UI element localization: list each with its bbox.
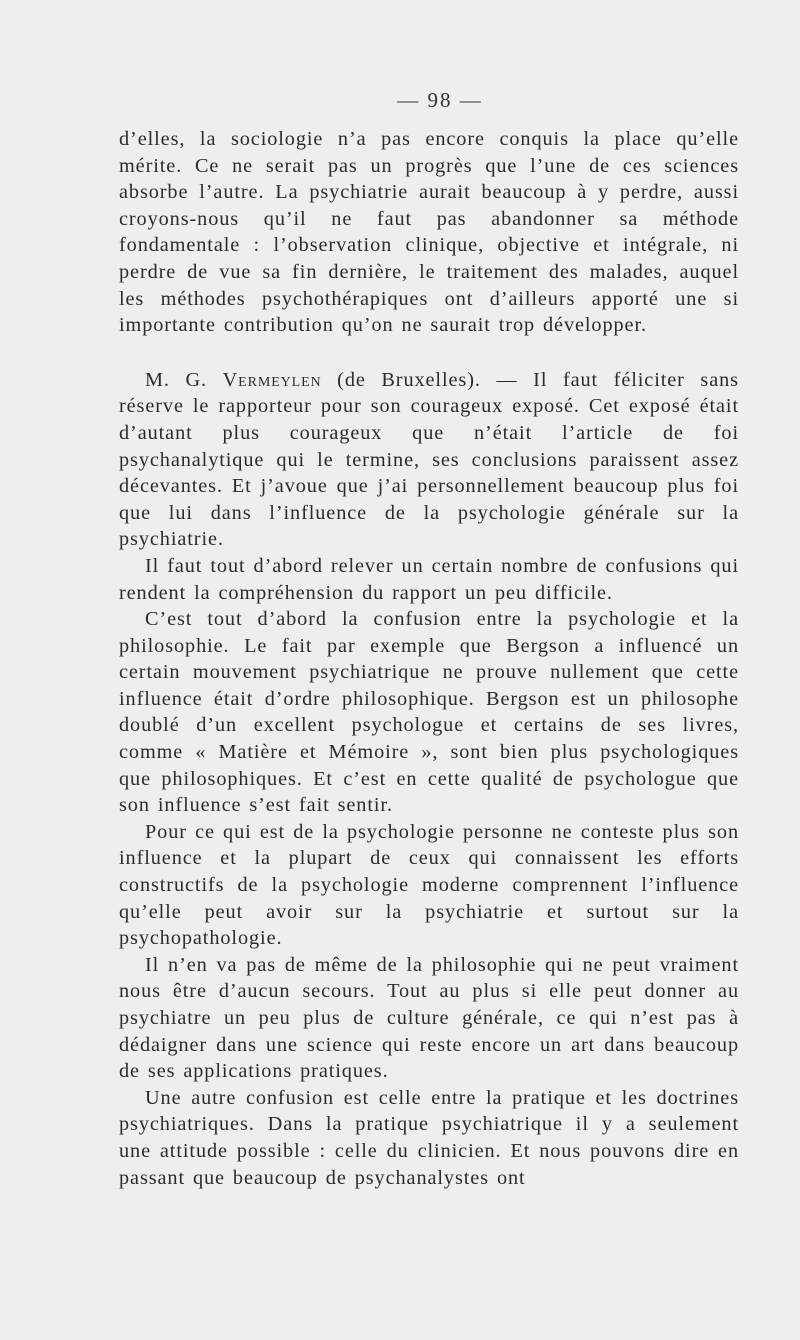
page-number: — 98 — — [397, 88, 483, 112]
speaker-name: Vermeylen — [222, 368, 322, 391]
paragraph: Il faut tout d’abord relever un certain nombre de confusions qui rendent la compréhension du rapport un peu difficile. — [119, 554, 739, 604]
paragraph: d’elles, la sociologie n’a pas encore conquis la place qu’elle mérite. Ce ne serait pas un progrès que l’une de ces sciences absorbe l’autre. La psychiatrie aurait beaucoup à y perdre, aussi croyons-nous qu’il ne faut pas abandonner sa méthode fondamentale : l’observation clinique, objective et intégrale, ni perdre de vue sa fin dernière, le traitement des malades, auquel les méthodes psychothérapiques ont d’ailleurs apporté une si importante contribution qu’on ne saurait trop développer. — [119, 128, 739, 337]
paragraph: Pour ce qui est de la psychologie personne ne conteste plus son influence et la plupart de ceux qui connaissent les efforts constructifs de la psychologie moderne comprennent l’influence qu’elle peut avoir sur la psychiatrie et surtout sur la psychopathologie. — [119, 820, 739, 950]
paragraph: C’est tout d’abord la confusion entre la psychologie et la philosophie. Le fait par exemple que Bergson a influencé un certain mouvement psychiatrique ne prouve nullement que cette influence était d’ordre philosophique. Bergson est un philosophe doublé d’un excellent psychologue et certains de ses livres, comme « Matière et Mémoire », sont bien plus psychologiques que philosophiques. Et c’est en cette qualité de psychologue que son influence s’est fait sentir. — [119, 608, 739, 817]
paragraph: Il n’en va pas de même de la philosophie qui ne peut vraiment nous être d’aucun secours. Tout au plus si elle peut donner au psychiatre un peu plus de culture générale, ce qui n’est pas à dédaigner dans une science qui reste encore un art dans beaucoup de ses applications pratiques. — [119, 953, 739, 1083]
speaker-initials: M. G. — [145, 368, 208, 391]
body-text — [119, 126, 739, 1191]
paragraph: Une autre confusion est celle entre la pratique et les doctrines psychiatriques. Dans la pratique psychiatrique il y a seulement une attitude possible : celle du clinicien. Et nous pouvons dire en passant que beaucoup de psychanalystes ont — [119, 1086, 739, 1189]
speaker-statement: (de Bruxelles). — Il faut féliciter sans réserve le rapporteur pour son courageux exposé. Cet exposé était d’autant plus courageux que n’était l’article de foi psychanalytique qui le termine, ses conclusions paraissent assez décevantes. Et j’avoue que j’ai personnellement beaucoup plus foi que lui dans l’influence de la psychologie générale sur la psychiatrie. — [119, 368, 739, 551]
speaker-paragraph — [119, 367, 739, 553]
